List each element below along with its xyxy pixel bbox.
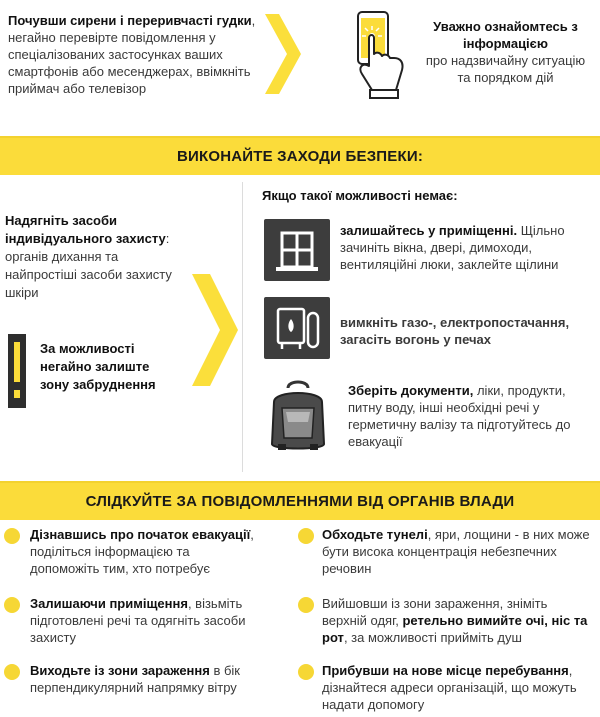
bullet-dot [4, 528, 20, 544]
tip-exit-zone [30, 662, 255, 696]
tip-exit-bold: Виходьте із зони зараження [30, 663, 210, 678]
siren-instruction [8, 12, 258, 97]
tip-decontaminate-text: , за можливості прийміть душ [343, 630, 522, 645]
stay-inside-bold: залишайтесь у приміщенні. [340, 223, 518, 238]
arrow-right-icon [192, 274, 238, 386]
tip-leaving-text: , візьміть підготовлені речі та одягніть засоби захисту [30, 596, 246, 645]
siren-instruction-bold: Почувши сирени і переривчасті гудки [8, 13, 252, 28]
read-info-block [418, 18, 593, 86]
tip-tunnels-text: , яри, лощини - в них може бути висока концентрація небезпечних речовин [322, 527, 590, 576]
read-info-bold: Уважно ознайомтесь з інформацією [433, 19, 578, 51]
documents-item [348, 382, 588, 450]
leave-zone-instruction: За можливості негайно залиште зону забруднення [40, 341, 156, 392]
tip-decontaminate-bold: ретельно вимийте очі, ніс та рот [322, 613, 588, 645]
documents-bold: Зберіть документи, [348, 383, 474, 398]
tip-decontaminate [322, 595, 592, 646]
no-option-heading: Якщо такої можливості немає: [262, 188, 458, 203]
tip-leaving-premises [30, 595, 255, 646]
tip-exit-text: в бік перпендикулярний напрямку вітру [30, 663, 240, 695]
bullet-dot [298, 597, 314, 613]
authorities-banner [0, 482, 600, 520]
safety-measures-title: ВИКОНАЙТЕ ЗАХОДИ БЕЗПЕКИ: [176, 147, 424, 165]
siren-instruction-text: , негайно перевірте повідомлення у спеціалізованих застосунках ваших смартфонів або месенджерах, ввімкніть приймач або телевізор [8, 13, 256, 96]
stay-inside-text: Щільно зачиніть вікна, двері, димоходи, вентиляційні люки, заклейте щілини [340, 223, 565, 272]
tip-decontaminate-pre: Вийшовши із зони зараження, зніміть верхній одяг, [322, 596, 548, 628]
stay-inside-item [340, 222, 595, 273]
turn-off-utilities-item: вимкніть газо-, електропостачання, загасіть вогонь у печах [340, 315, 570, 347]
arrow-right-icon [265, 14, 301, 94]
tip-new-location-text: , дізнайтеся адреси організацій, що можуть надати допомогу [322, 663, 577, 712]
bullet-dot [298, 664, 314, 680]
bullet-dot [4, 597, 20, 613]
tip-tunnels [322, 526, 592, 577]
bullet-dot [4, 664, 20, 680]
safety-measures-banner [0, 137, 600, 175]
tip-new-location-bold: Прибувши на нове місце перебування [322, 663, 569, 678]
ppe-instruction-bold: Надягніть засоби індивідуального захисту [5, 213, 166, 246]
tip-evacuation-text: , поділіться інформацією та допоможіть тим, хто потребує [30, 527, 254, 576]
ppe-instruction-text: : органів дихання та найпростіші засоби захисту шкіри [5, 231, 172, 300]
bullet-dot [298, 528, 314, 544]
phone-touch-icon [352, 10, 414, 100]
boiler-icon [264, 297, 330, 359]
read-info-text: про надзвичайну ситуацію та порядком дій [425, 53, 586, 85]
window-icon [264, 219, 330, 281]
tip-leaving-bold: Залишаючи приміщення [30, 596, 188, 611]
authorities-title: СЛІДКУЙТЕ ЗА ПОВІДОМЛЕННЯМИ ВІД ОРГАНІВ ВЛАДИ [85, 492, 515, 510]
documents-text: ліки, продукти, питну воду, інші необхідні речі у герметичну валізу та підготуйтесь до евакуації [348, 383, 571, 449]
tip-evacuation-bold: Дізнавшись про початок евакуації [30, 527, 251, 542]
backpack-icon [262, 378, 334, 454]
tip-new-location [322, 662, 592, 713]
tip-evacuation [30, 526, 255, 577]
exclamation-icon [8, 334, 26, 408]
tip-tunnels-bold: Обходьте тунелі [322, 527, 428, 542]
ppe-instruction [5, 212, 175, 302]
column-divider [242, 182, 243, 472]
